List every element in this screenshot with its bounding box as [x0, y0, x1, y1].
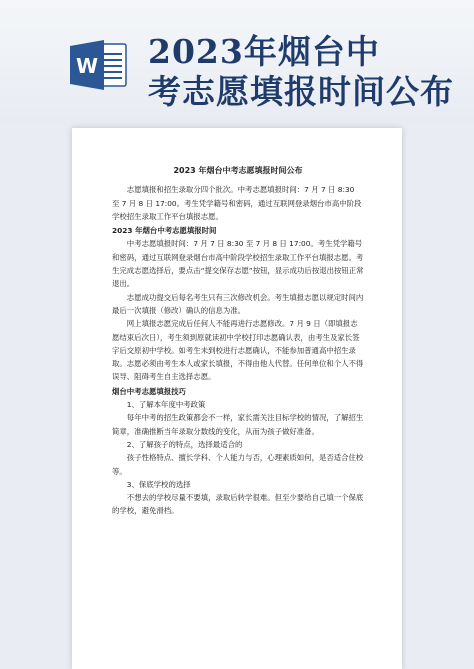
word-logo-letter: W: [75, 54, 99, 78]
section1-paragraph-3: 网上填报志愿完成后任何人不能再进行志愿修改。7 月 9 日（即填报志愿结束后次日），考生须到原就读初中学校打印志愿确认表，由考生及家长签字后交原初中学校。如考生未到校进行志愿确认，不能参加普通高中招生录取。志愿必须由考生本人或家长填报，不得由他人代替。任何单位和个人不得误导、阻碍考生自主选择志愿。: [112, 319, 364, 382]
banner: [0, 0, 474, 124]
section-heading-tips: 烟台中考志愿填报技巧: [112, 386, 186, 396]
document-body: [112, 164, 364, 518]
section1-paragraph-1: 中考志愿填报时间：7 月 7 日 8:30 至 7 月 8 日 17:00。考生凭学籍号和密码，通过互联网登录烟台市高中阶段学校招生录取工作平台填报志愿。考生完成志愿选择后，要点击“提交保存志愿”按钮，显示成功后按退出按钮正常退出。: [112, 239, 364, 289]
tip-3-body: 不想去的学校尽量不要填，录取后转学很难。但至少要给自己填一个保底的学校，避免滑档。: [112, 493, 364, 516]
section1-paragraph-2: 志愿成功提交后每名考生只有三次修改机会。考生填报志愿以规定时间内最后一次填报（修改）确认的信息为准。: [112, 292, 364, 315]
tip-1-title: 1、了解本年度中考政策: [126, 400, 206, 410]
intro-paragraph: 志愿填报和招生录取分四个批次。中考志愿填报时间：7 月 7 日 8:30 至 7 月 8 日 17:00。考生凭学籍号和密码，通过互联网登录烟台市高中阶段学校招生录取工作平台填报志愿。: [112, 185, 362, 221]
document-page: [72, 128, 402, 669]
tip-1-body: 每年中考的招生政策都会不一样，家长需关注目标学校的情况，了解招生简章，准确推断当年录取分数线的变化，从而为孩子做好准备。: [112, 413, 364, 436]
tip-2-title: 2、了解孩子的特点，选择最适合的: [126, 439, 243, 449]
tip-3-title: 3、保底学校的选择: [126, 479, 191, 489]
tip-2-body: 孩子性格特点、擅长学科、个人能力与否，心理素质如何，是否适合住校等。: [112, 453, 364, 476]
word-document-icon: [70, 40, 128, 90]
banner-title-line-1: 2023年烟台中: [148, 32, 380, 71]
document-title: 2023 年烟台中考志愿填报时间公布: [173, 166, 303, 175]
section-heading-time: 2023 年烟台中考志愿填报时间: [112, 226, 217, 236]
banner-title-line-2: 考志愿填报时间公布: [148, 72, 454, 111]
